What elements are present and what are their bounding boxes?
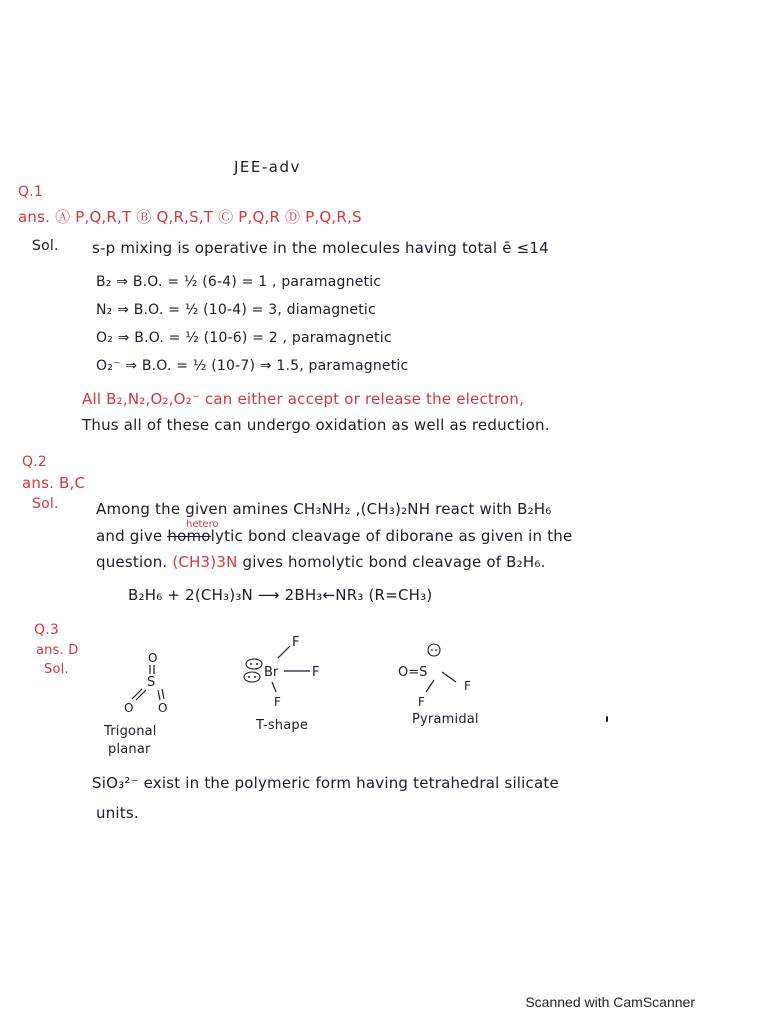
structure-t-shape: [238, 632, 338, 712]
q2-hetero-correction: hetero: [186, 519, 219, 530]
struct1-s: S: [147, 675, 156, 690]
q3-label: Q.3: [34, 622, 59, 638]
q2-equation: B₂H₆ + 2(CH₃)₃N ⟶ 2BH₃←NR₃ (R=CH₃): [128, 586, 433, 604]
q1-line-o2: O₂ ⇒ B.O. = ½ (10-6) = 2 , paramagnetic: [96, 330, 392, 346]
structure-pyramidal: [392, 636, 502, 716]
q1-answer: [18, 206, 362, 227]
q3-closing-line2: units.: [96, 804, 139, 822]
struct1-right-o: O: [158, 701, 168, 715]
struct1-left-o: O: [124, 701, 134, 715]
q1-note-black: Thus all of these can undergo oxidation as well as reduction.: [82, 416, 550, 434]
q3-answer: ans. D: [36, 643, 79, 658]
q2-line3-start: question.: [96, 553, 168, 571]
struct3-right-f: F: [464, 679, 471, 693]
q2-line3: [96, 553, 546, 571]
stray-mark: [606, 716, 608, 722]
struct3-os: O=S: [398, 665, 428, 680]
q3-sol-label: Sol.: [44, 662, 69, 677]
q2-answer: ans. B,C: [22, 474, 86, 492]
q2-line2: [96, 527, 572, 545]
q1-line-b2: B₂ ⇒ B.O. = ½ (6-4) = 1 , paramagnetic: [96, 274, 382, 290]
q1-line-o2-minus: O₂⁻ ⇒ B.O. = ½ (10-7) ⇒ 1.5, paramagnetic: [96, 358, 409, 374]
q3-closing-line1: SiO₃²⁻ exist in the polymeric form having tetrahedral silicate: [92, 774, 559, 792]
q1-sol-label: Sol.: [32, 238, 59, 254]
q1-sol-text: s-p mixing is operative in the molecules having total ē ≤14: [92, 239, 549, 257]
q2-line2-end: lytic bond cleavage of diborane as given in the: [210, 527, 573, 545]
label-trigonal: Trigonal: [104, 724, 157, 739]
q2-line1: Among the given amines CH₃NH₂ ,(CH₃)₂NH react with B₂H₆: [96, 500, 552, 518]
q1-answer-options: Ⓐ P,Q,R,T Ⓑ Q,R,S,T Ⓒ P,Q,R Ⓓ P,Q,R,S: [55, 208, 362, 226]
q1-line-n2: N₂ ⇒ B.O. = ½ (10-4) = 3, diamagnetic: [96, 302, 376, 318]
label-planar: planar: [108, 742, 151, 757]
q1-label: Q.1: [18, 184, 43, 200]
struct2-br: Br: [264, 665, 279, 680]
camscanner-watermark: Scanned with CamScanner: [525, 994, 695, 1010]
q2-trimethylamine: (CH3)3N: [172, 553, 238, 571]
struct2-bottom-f: F: [274, 695, 281, 709]
label-t-shape: T-shape: [256, 718, 309, 733]
page-title: JEE-adv: [234, 158, 301, 176]
q2-line2-start: and give: [96, 527, 168, 545]
struct1-top-o: O: [148, 651, 158, 665]
struct2-right-f: F: [312, 665, 320, 680]
structure-trigonal-planar: [118, 650, 188, 720]
q2-label: Q.2: [22, 454, 47, 470]
q2-line3-end: gives homolytic bond cleavage of B₂H₆.: [242, 553, 546, 571]
q2-struck-word: homo: [167, 527, 211, 545]
q1-answer-prefix: ans.: [18, 208, 51, 226]
struct2-top-f: F: [292, 635, 300, 650]
label-pyramidal: Pyramidal: [412, 712, 479, 727]
struct3-bottom-f: F: [418, 695, 425, 709]
q2-sol-label: Sol.: [32, 496, 59, 512]
q1-note-red: All B₂,N₂,O₂,O₂⁻ can either accept or release the electron,: [82, 390, 525, 408]
